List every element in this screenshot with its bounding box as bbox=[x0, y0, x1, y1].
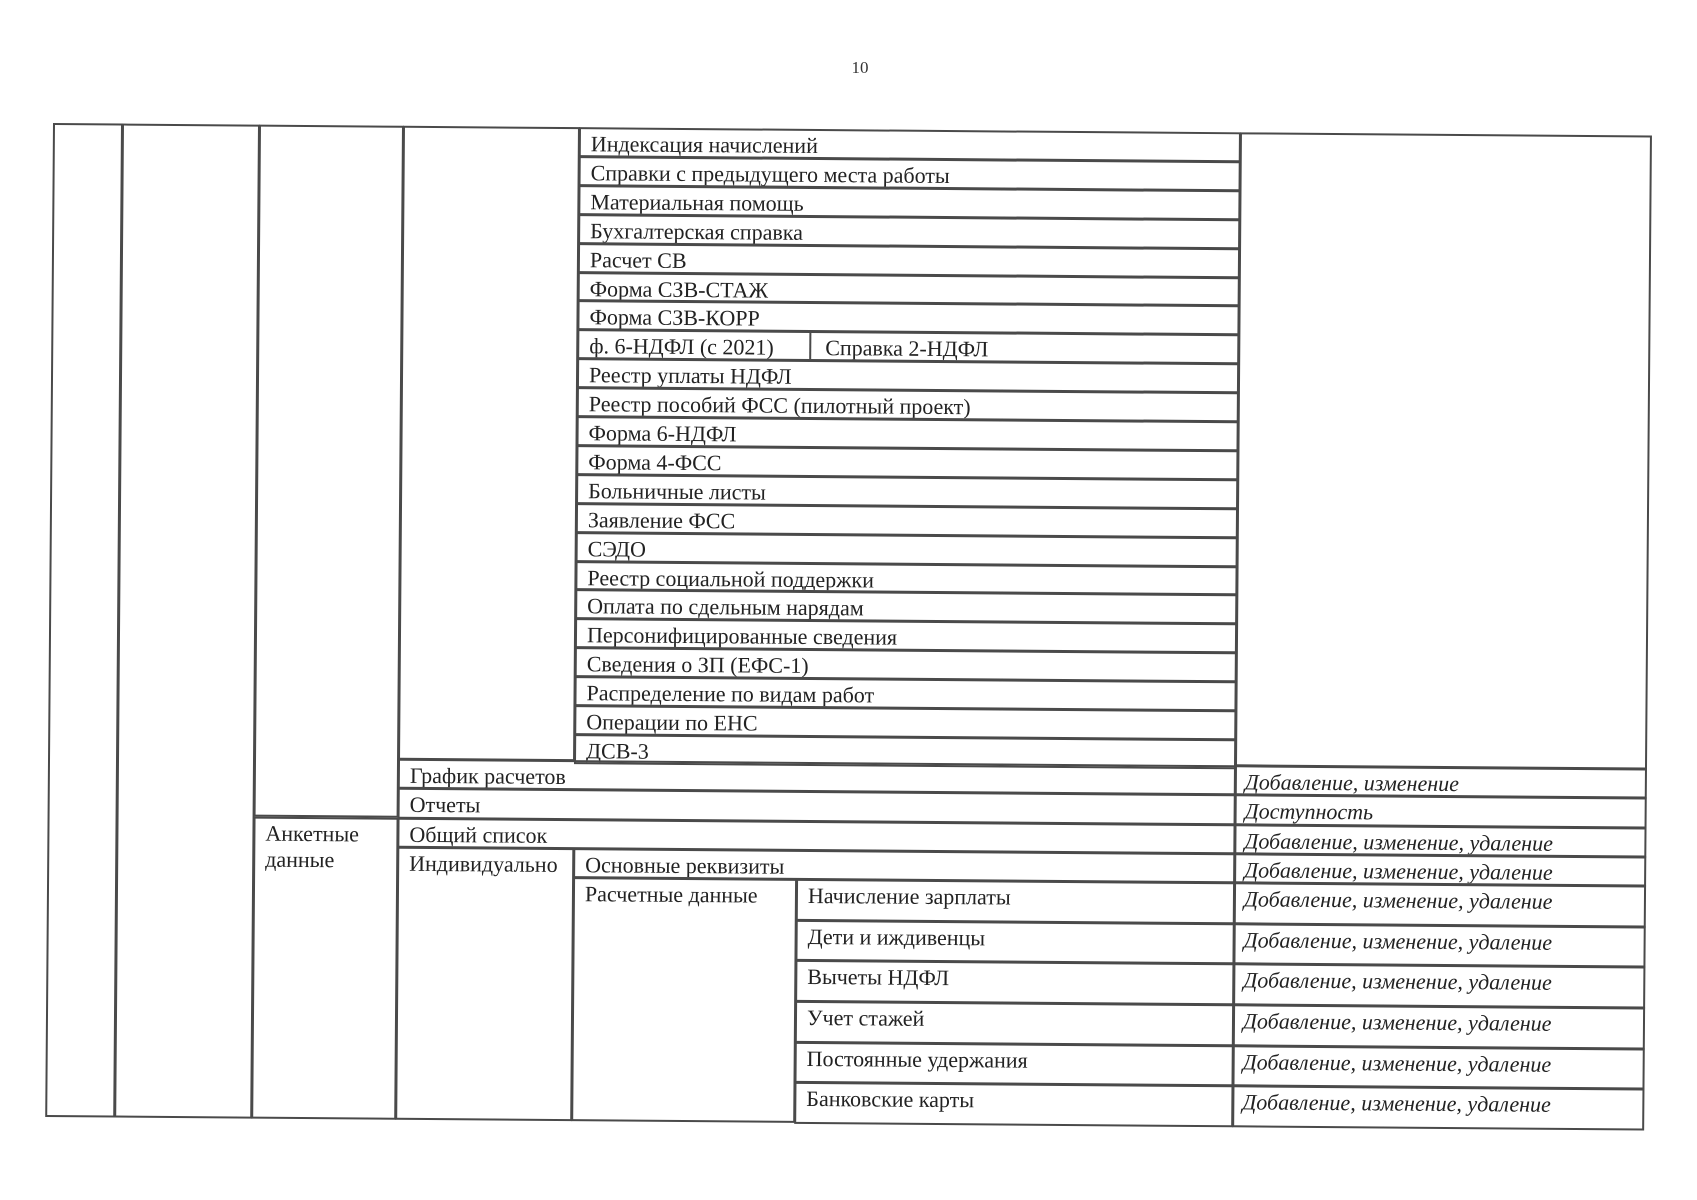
inline-divider bbox=[809, 333, 811, 359]
report-label: ф. 6-НДФЛ (с 2021) bbox=[589, 333, 774, 360]
raschetnye-item-row bbox=[795, 960, 1234, 1005]
raschetnye-item-rights-text: Добавление, изменение, удаление bbox=[1242, 1089, 1551, 1117]
report-label: Больничные листы bbox=[588, 478, 766, 505]
raschetnye-item-row bbox=[794, 1042, 1233, 1086]
report-label: Форма СЗВ-СТАЖ bbox=[589, 276, 769, 303]
raschetnye-item-rights bbox=[1233, 963, 1645, 1008]
report-label: Расчет СВ bbox=[589, 247, 687, 273]
raschetnye-item-label: Постоянные удержания bbox=[806, 1045, 1028, 1073]
grafik-rights bbox=[1235, 765, 1647, 798]
raschetnye-item-rights bbox=[1232, 1085, 1644, 1130]
col-4-top-cell bbox=[398, 126, 580, 761]
anketnye-cell bbox=[251, 817, 398, 1120]
raschetnye-item-rights bbox=[1232, 1045, 1644, 1089]
raschetnye-item-label: Банковские карты bbox=[806, 1085, 975, 1113]
report-label: Форма 6-НДФЛ bbox=[588, 420, 737, 447]
report-label: Распределение по видам работ bbox=[586, 680, 875, 708]
report-label: Бухгалтерская справка bbox=[590, 218, 804, 245]
raschetnye-item-label: Начисление зарплаты bbox=[807, 882, 1011, 910]
report-label: Персонифицированные сведения bbox=[586, 622, 898, 650]
otchety-label: Отчеты bbox=[409, 791, 481, 818]
page-number: 10 bbox=[851, 58, 869, 77]
raschetnye-cell bbox=[571, 877, 797, 1123]
raschetnye-item-rights-text: Добавление, изменение, удаление bbox=[1243, 886, 1553, 914]
permissions-table bbox=[46, 124, 1652, 1131]
report-label: Индексация начислений bbox=[590, 131, 818, 158]
report-label: ДСВ-3 bbox=[585, 738, 649, 764]
obshchiy-rights-text: Добавление, изменение, удаление bbox=[1244, 828, 1554, 856]
report-label: СЭДО bbox=[587, 536, 647, 562]
raschetnye-item-rights bbox=[1233, 923, 1645, 967]
report-label: Реестр уплаты НДФЛ bbox=[588, 362, 792, 389]
rights-top-cell bbox=[1235, 132, 1652, 769]
report-label: Материальная помощь bbox=[590, 189, 804, 216]
individualno-cell bbox=[395, 847, 574, 1121]
raschetnye-item-rights bbox=[1234, 882, 1646, 927]
raschetnye-item-rights-text: Добавление, изменение, удаление bbox=[1243, 927, 1553, 955]
report-label: Реестр социальной поддержки bbox=[587, 565, 874, 593]
raschetnye-item-row bbox=[796, 879, 1235, 924]
individualno-label: Индивидуально bbox=[409, 850, 558, 877]
report-label: Заявление ФСС bbox=[587, 507, 736, 534]
report-label: Форма 4-ФСС bbox=[588, 449, 722, 476]
raschetnye-item-row bbox=[794, 1082, 1233, 1127]
report-label: Оплата по сдельным нарядам bbox=[587, 593, 864, 621]
col-3-top-cell bbox=[254, 125, 404, 818]
raschetnye-item-rights bbox=[1233, 1004, 1645, 1049]
grafik-label: График расчетов bbox=[409, 762, 566, 790]
osnovnye-rights-text: Добавление, изменение, удаление bbox=[1244, 857, 1553, 885]
raschetnye-item-row bbox=[795, 920, 1234, 964]
report-label: Сведения о ЗП (ЕФС-1) bbox=[586, 651, 809, 678]
obshchiy-label: Общий список bbox=[409, 821, 548, 848]
col-1-cell bbox=[45, 123, 123, 1118]
raschetnye-item-row bbox=[795, 1001, 1234, 1046]
anketnye-label: Анкетные данные bbox=[265, 820, 360, 873]
raschetnye-item-label: Учет стажей bbox=[806, 1004, 925, 1031]
col-2-cell bbox=[114, 124, 260, 1119]
report-label: Справки с предыдущего места работы bbox=[590, 160, 950, 189]
otchety-rights bbox=[1235, 794, 1647, 828]
osnovnye-label: Основные реквизиты bbox=[585, 852, 785, 879]
raschetnye-item-label: Вычеты НДФЛ bbox=[807, 963, 950, 991]
raschetnye-item-label: Дети и иждивенцы bbox=[807, 923, 986, 951]
otchety-rights-text: Доступность bbox=[1244, 798, 1374, 825]
raschetnye-item-rights-text: Добавление, изменение, удаление bbox=[1243, 967, 1552, 995]
obshchiy-rights bbox=[1234, 824, 1646, 857]
raschetnye-item-rights-text: Добавление, изменение, удаление bbox=[1242, 1049, 1552, 1077]
report-label: Реестр пособий ФСС (пилотный проект) bbox=[588, 391, 971, 420]
grafik-rights-text: Добавление, изменение bbox=[1244, 769, 1460, 797]
raschetnye-item-rights-text: Добавление, изменение, удаление bbox=[1242, 1008, 1552, 1036]
report-label: Форма СЗВ-КОРР bbox=[589, 304, 760, 331]
report-label: Операции по ЕНС bbox=[586, 709, 758, 736]
raschetnye-label: Расчетные данные bbox=[584, 881, 758, 908]
osnovnye-rights bbox=[1234, 853, 1646, 886]
report-label-secondary: Справка 2-НДФЛ bbox=[825, 335, 989, 362]
